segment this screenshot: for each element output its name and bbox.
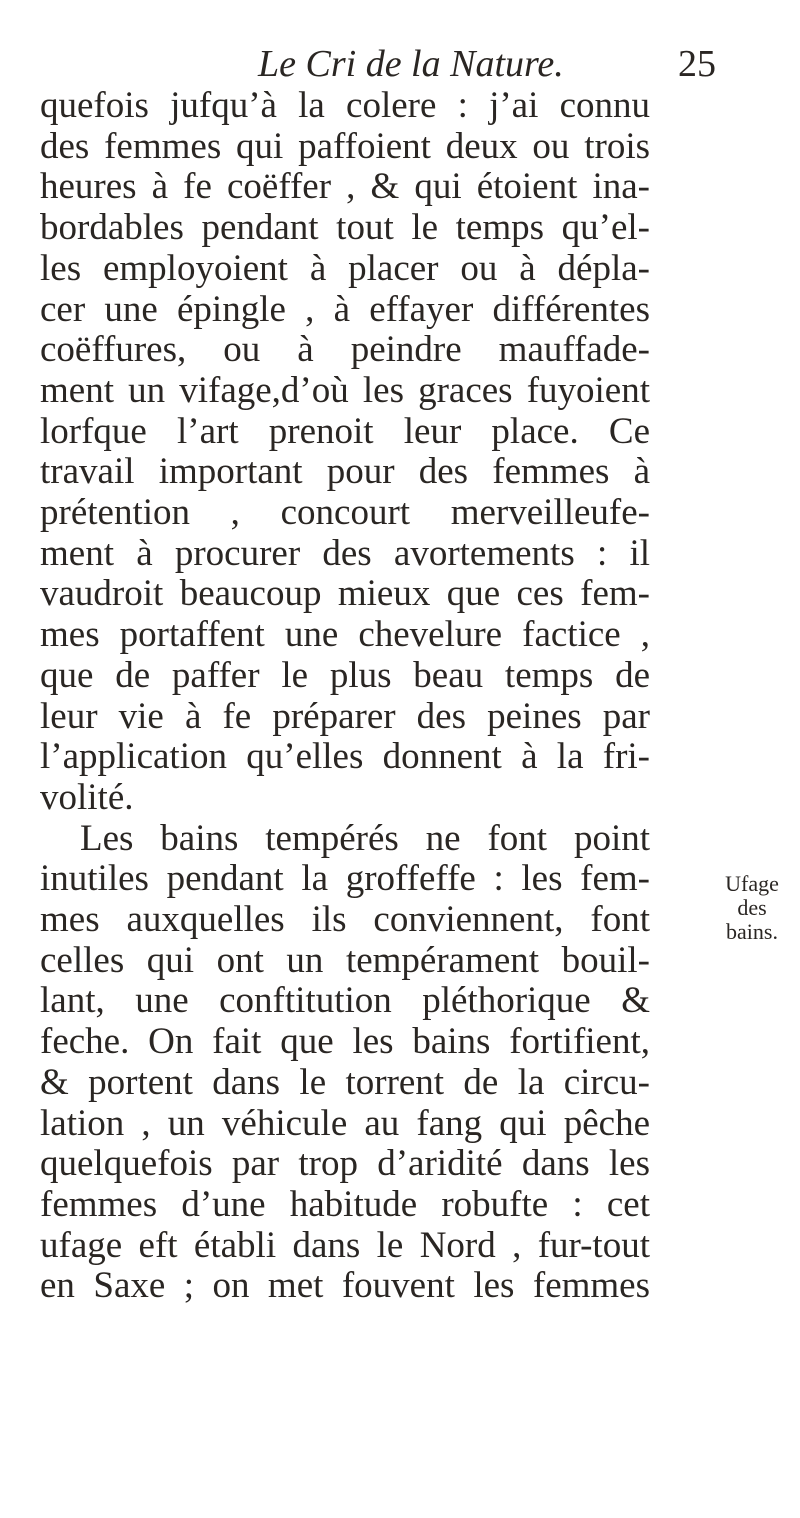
text-line: Les bains tempérés ne font point	[80, 818, 650, 859]
running-header	[258, 40, 716, 88]
text-line: volité.	[40, 777, 134, 818]
margin-note-line: bains.	[726, 919, 778, 944]
body-text	[40, 86, 650, 1307]
text-line: & portent dans le torrent de la circu-	[40, 1062, 650, 1103]
margin-note-line: Ufage	[725, 871, 779, 896]
text-line: des femmes qui paffoient deux ou trois	[40, 126, 650, 167]
text-line: l’application qu’elles donnent à la fri-	[40, 737, 650, 778]
text-line: quelquefois par trop d’aridité dans les	[40, 1144, 650, 1185]
text-line: lation , un véhicule au fang qui pêche	[40, 1103, 650, 1144]
text-line: quefois jufqu’à la colere : j’ai connu	[40, 86, 650, 126]
text-line: lant, une conftitution pléthorique &	[40, 981, 650, 1022]
text-line: ment à procurer des avortements : il	[40, 533, 650, 574]
text-line: en Saxe ; on met fouvent les femmes	[40, 1266, 650, 1307]
text-line: feche. On fait que les bains fortifient,	[40, 1022, 650, 1063]
margin-note	[712, 872, 792, 944]
running-title: Le Cri de la Nature.	[258, 43, 564, 85]
text-line: heures à fe coëffer , & qui étoient ina-	[40, 167, 650, 208]
text-line: ment un vifage,d’où les graces fuyoient	[40, 370, 650, 411]
text-line: ufage eft établi dans le Nord , fur-tout	[40, 1225, 650, 1266]
text-line: celles qui ont un tempérament bouil-	[40, 940, 650, 981]
text-line: lorfque l’art prenoit leur place. Ce	[40, 411, 650, 452]
text-line: leur vie à fe préparer des peines par	[40, 696, 650, 737]
text-line: travail important pour des femmes à	[40, 452, 650, 493]
text-line: mes portaffent une chevelure factice ,	[40, 615, 650, 656]
text-line: mes auxquelles ils conviennent, font	[40, 900, 650, 941]
text-line: cer une épingle , à effayer différentes	[40, 289, 650, 330]
margin-note-line: des	[737, 895, 767, 920]
text-line: prétention , concourt merveilleufe-	[40, 493, 650, 534]
text-line: bordables pendant tout le temps qu’el-	[40, 208, 650, 249]
page-number: 25	[678, 43, 716, 85]
text-line: inutiles pendant la groffeffe : les fem-	[40, 859, 650, 900]
text-line: femmes d’une habitude robufte : cet	[40, 1184, 650, 1225]
text-line: vaudroit beaucoup mieux que ces fem-	[40, 574, 650, 615]
text-line: coëffures, ou à peindre mauffade-	[40, 330, 650, 371]
text-line: les employoient à placer ou à dépla-	[40, 248, 650, 289]
text-line: que de paffer le plus beau temps de	[40, 655, 650, 696]
